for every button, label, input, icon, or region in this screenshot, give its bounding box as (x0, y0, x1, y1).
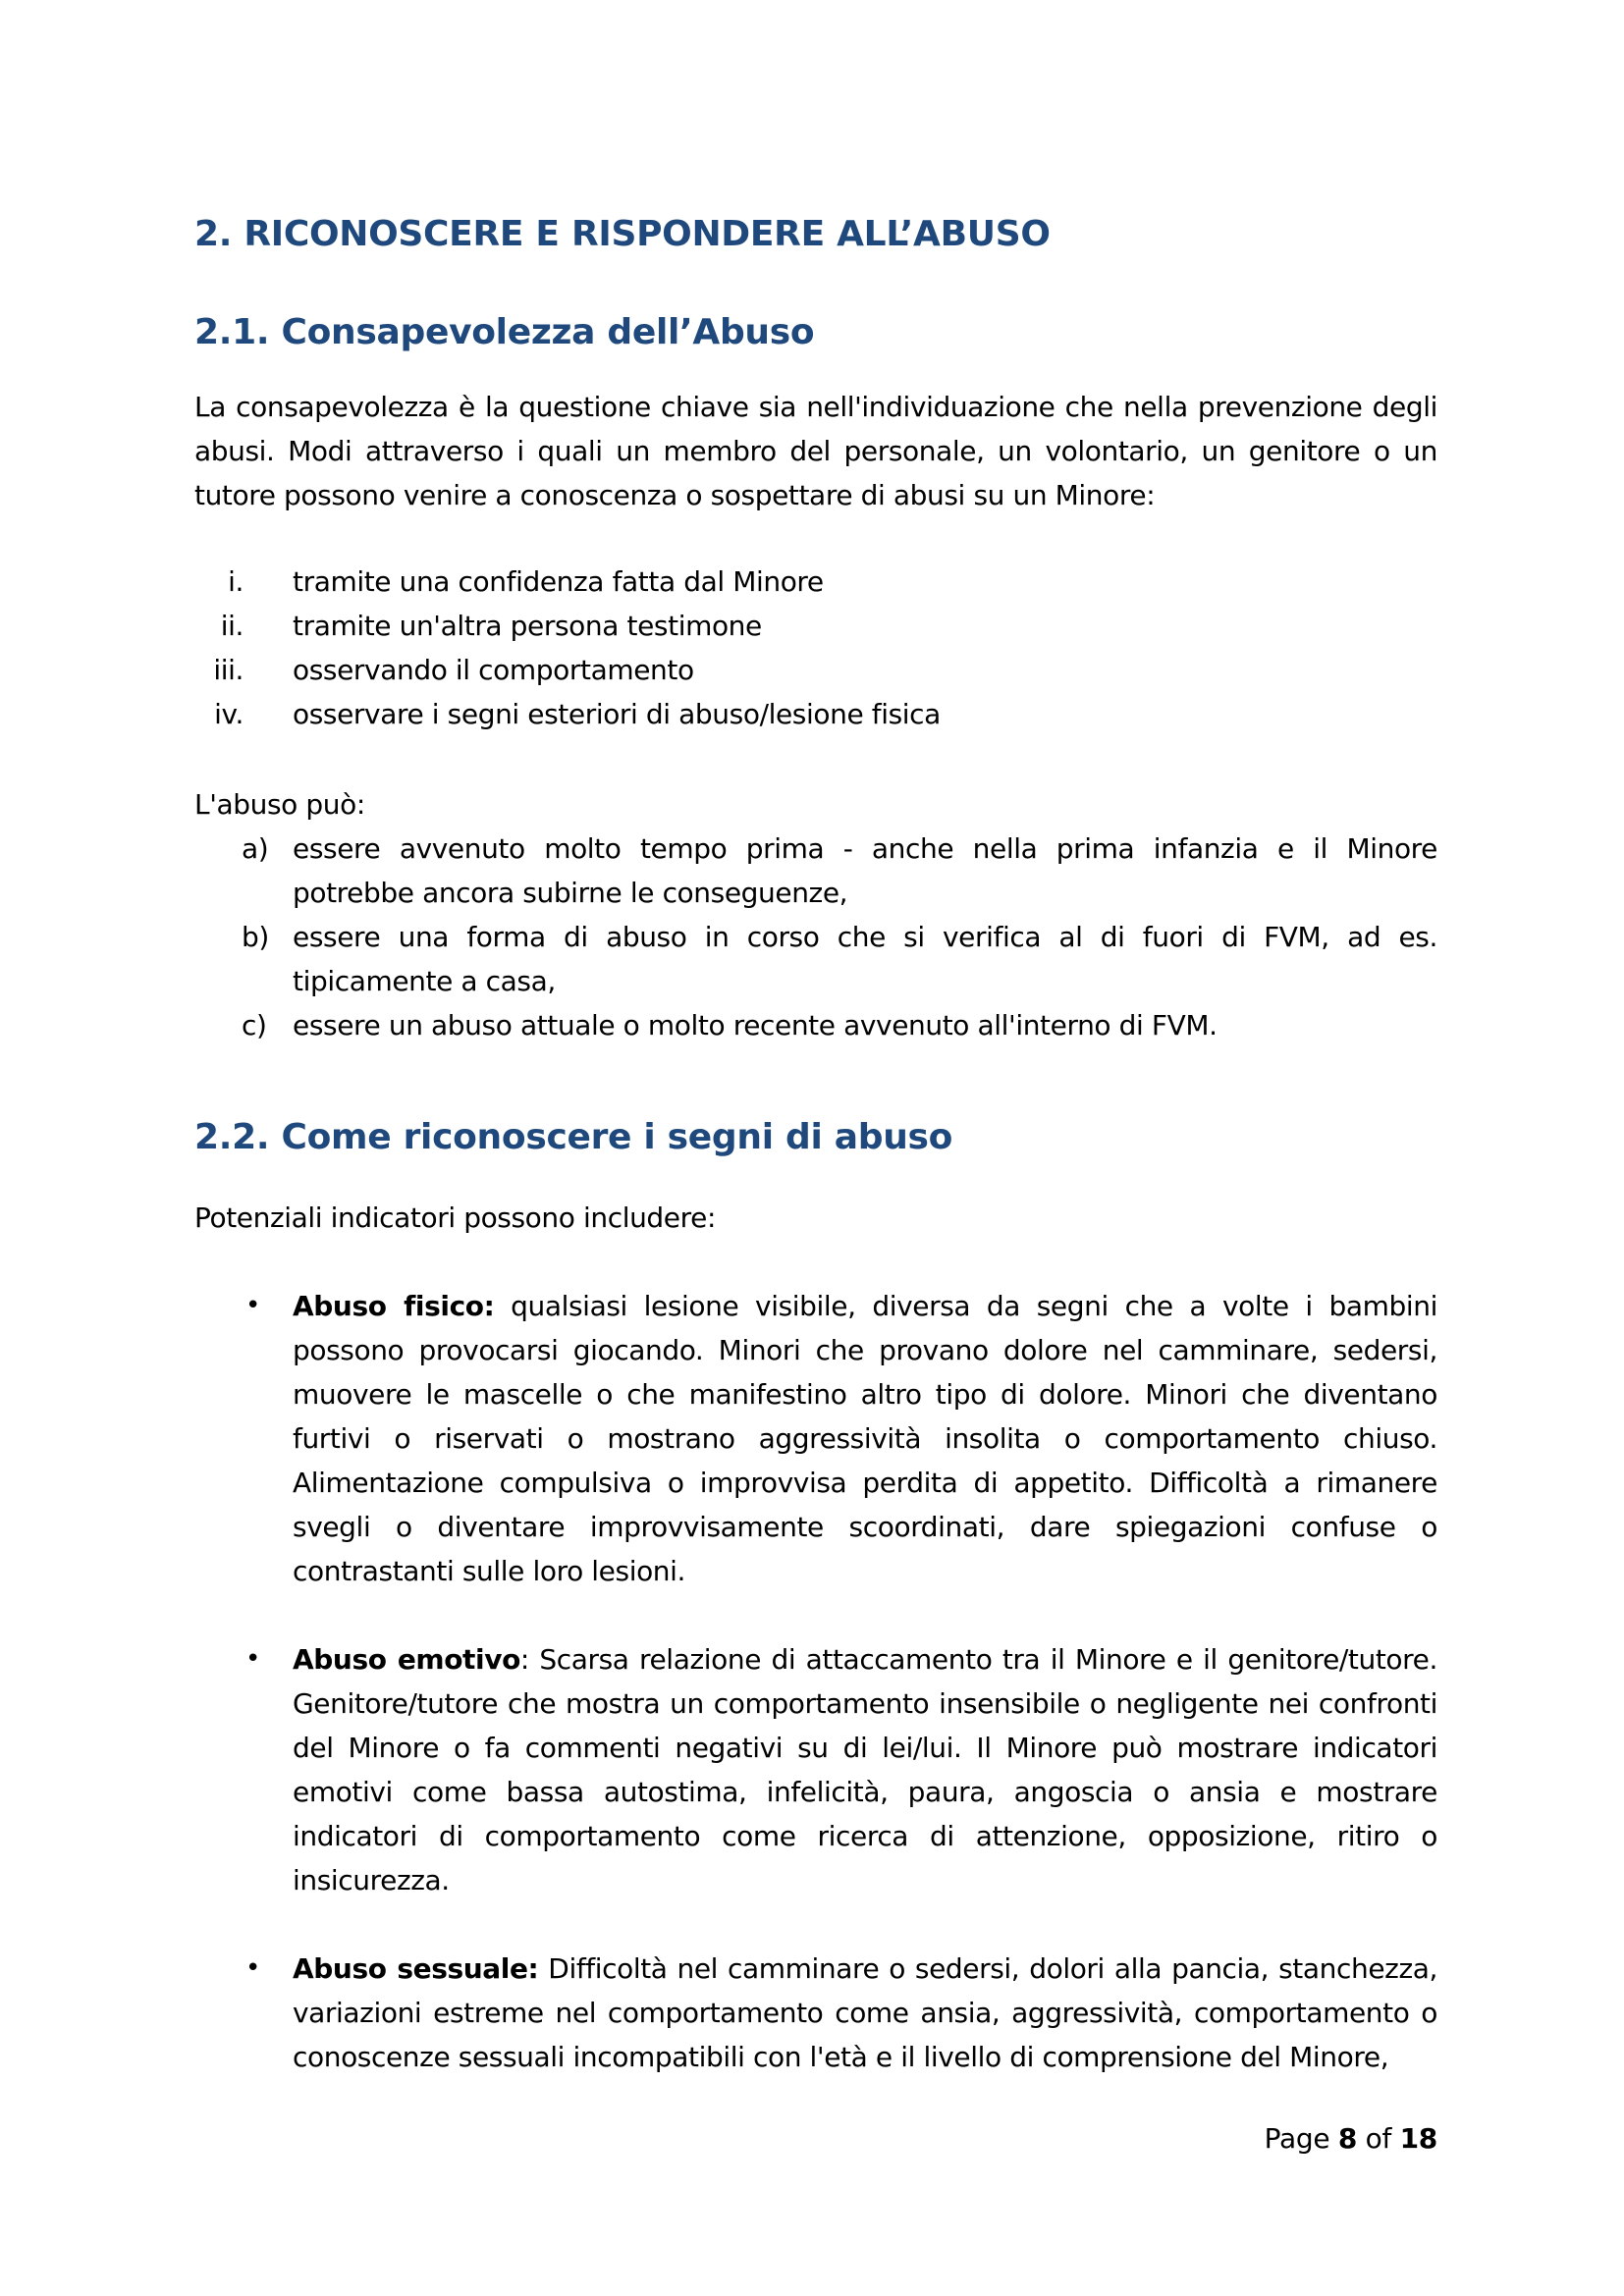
total-pages: 18 (1399, 2122, 1437, 2155)
page-separator: of (1357, 2122, 1400, 2155)
list-item-text: essere un abuso attuale o molto recente avvenuto all'interno di FVM. (293, 1009, 1218, 1041)
indicators-intro-text: Potenziali indicatori possono includere: (194, 1201, 716, 1234)
list-item-text: essere una forma di abuso in corso che si verifica al di fuori di FVM, ad es. tipicamente a casa, (293, 921, 1437, 997)
indicator-description: qualsiasi lesione visibile, diversa da segni che a volte i bambini possono provocarsi giocando. Minori che provano dolore nel camminare, sedersi, muovere le mascelle o che manifestino altro tipo di dolore. Minori che diventano furtivi o riservati o mostrano aggressività insolita o comportamento chiuso. Alimentazione compulsiva o improvvisa perdita di appetito. Difficoltà a rimanere svegli o diventare improvvisamente scoordinati, dare spiegazioni confuse o contrastanti sulle loro lesioni. (293, 1290, 1437, 1587)
chapter-heading: 2. RICONOSCERE E RISPONDERE ALL’ABUSO (194, 214, 1051, 254)
list-item (194, 1637, 1437, 1902)
list-item (194, 827, 1437, 915)
indicator-description: Difficoltà nel camminare o sedersi, dolori alla pancia, stanchezza, variazioni estreme nel comportamento come ansia, aggressività, comportamento o conoscenze sessuali incompatibili con l'età e il livello di comprensione del Minore, (293, 1952, 1438, 2073)
indicator-term: Abuso fisico: (293, 1290, 495, 1322)
list-number: i. (228, 565, 244, 598)
list-item (194, 648, 1437, 692)
section-2-1-title: 2.1. Consapevolezza dell’Abuso (194, 312, 815, 352)
current-page: 8 (1337, 2122, 1358, 2155)
list-item (194, 1947, 1437, 2079)
list-item (194, 692, 1437, 736)
indicator-term: Abuso emotivo (293, 1643, 520, 1676)
section-2-2-title: 2.2. Come riconoscere i segni di abuso (194, 1117, 953, 1157)
list-letter: c) (242, 1009, 267, 1041)
page-number (1265, 2116, 1437, 2161)
list-item-text: tramite un'altra persona testimone (293, 610, 762, 642)
list-item-text: essere avvenuto molto tempo prima - anche nella prima infanzia e il Minore potrebbe ancora subirne le conseguenze, (293, 832, 1437, 909)
list-item-text: tramite una confidenza fatta dal Minore (293, 565, 824, 598)
indicator-description: : Scarsa relazione di attaccamento tra il Minore e il genitore/tutore. Genitore/tutore che mostra un comportamento insensibile o negligente nei confronti del Minore o fa commenti negativi su di lei/lui. Il Minore può mostrare indicatori emotivi come bassa autostima, infelicità, paura, angoscia o ansia e mostrare indicatori di comportamento come ricerca di attenzione, opposizione, ritiro o insicurezza. (293, 1643, 1437, 1896)
list-item (194, 560, 1437, 604)
page-prefix: Page (1264, 2122, 1338, 2155)
abuse-intro-text: L'abuso può: (194, 788, 365, 821)
awareness-ways-list (194, 560, 1437, 736)
list-item-text: osservare i segni esteriori di abuso/lesione fisica (293, 698, 941, 730)
list-number: ii. (220, 610, 244, 642)
abuse-cases-list (194, 827, 1437, 1047)
list-item-text: osservando il comportamento (293, 654, 694, 686)
bullet-icon: • (245, 1953, 260, 1983)
awareness-paragraph: La consapevolezza è la questione chiave sia nell'individuazione che nella prevenzione degli abusi. Modi attraverso i quali un membro del personale, un volontario, un genitore o un tutore possono venire a conoscenza o sospettare di abusi su un Minore: (194, 391, 1437, 511)
indicator-term: Abuso sessuale: (293, 1952, 539, 1985)
list-number: iv. (214, 698, 244, 730)
indicators-list (194, 1284, 1437, 2123)
bullet-icon: • (245, 1644, 260, 1674)
list-letter: a) (242, 832, 269, 865)
list-letter: b) (242, 921, 269, 953)
list-item (194, 915, 1437, 1003)
bullet-icon: • (245, 1291, 260, 1320)
document-page (194, 0, 1437, 2296)
list-item (194, 1003, 1437, 1047)
list-number: iii. (213, 654, 244, 686)
list-item (194, 604, 1437, 648)
list-item (194, 1284, 1437, 1593)
